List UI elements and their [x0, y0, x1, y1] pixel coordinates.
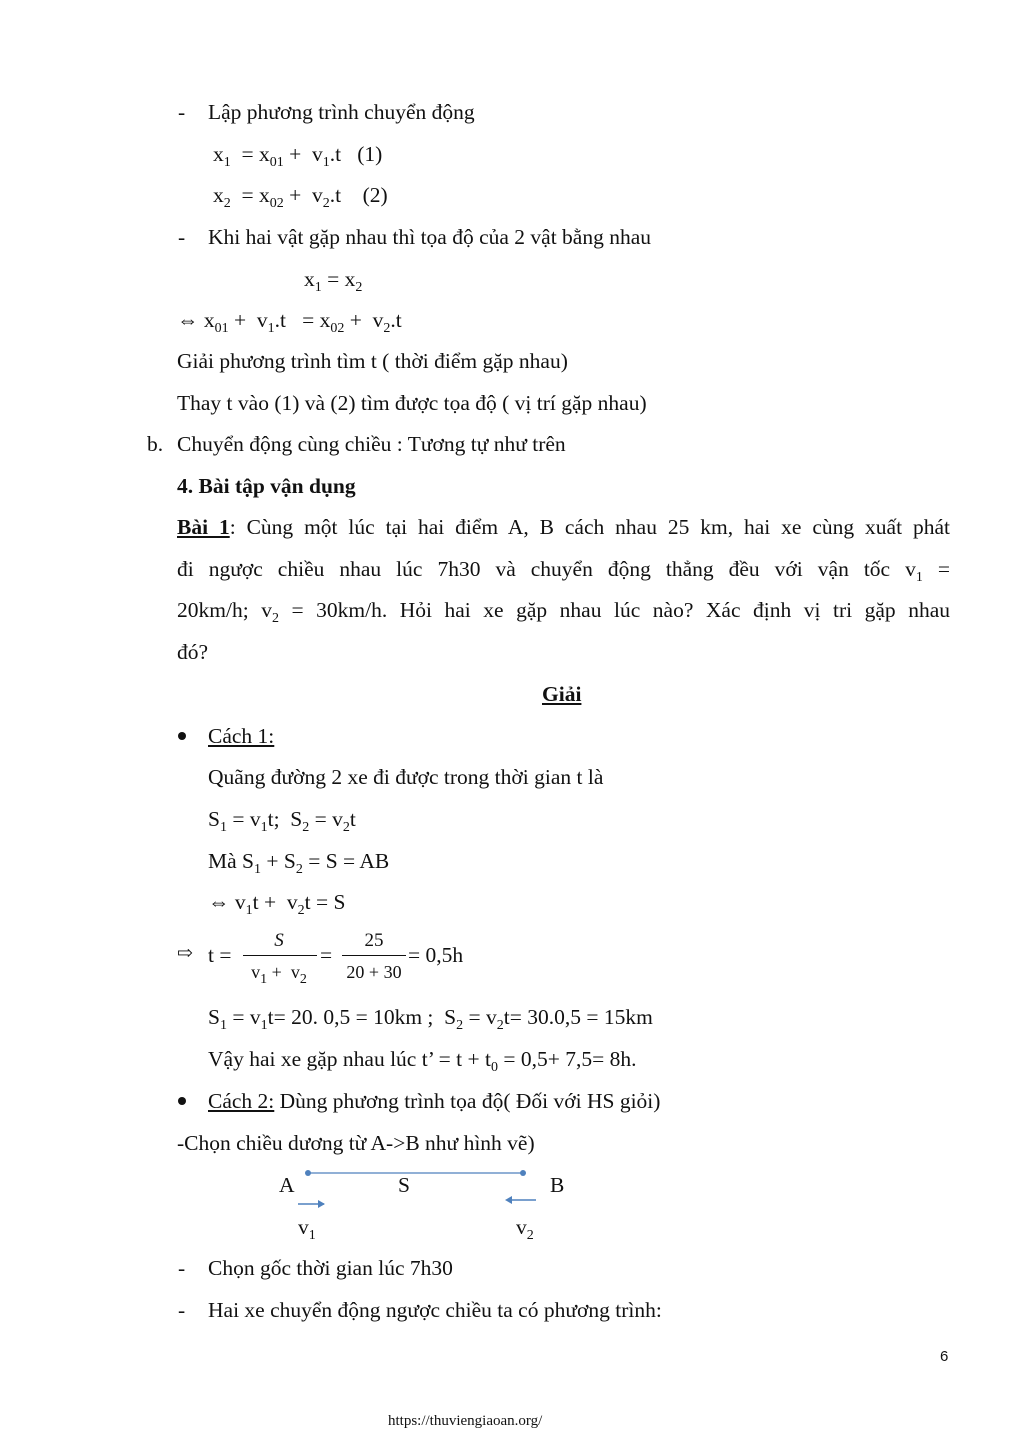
dash-3: - [178, 1256, 186, 1280]
dash-4: - [178, 1298, 186, 1322]
problem-line-4: đó? [177, 640, 209, 664]
equation-2-number: (2) [362, 183, 388, 207]
equation-1-number: (1) [357, 142, 383, 166]
problem-line-2: đi ngược chiều nhau lúc 7h30 và chuyển động thẳng đều với vận tốc $v_1$ = [177, 557, 950, 585]
equation-distances: $S_1 = v_1t= 20$. 0,5 = 10km ; $S_2 = v_2t= 30.0,5 = 15km$ [208, 1005, 653, 1033]
list-label-b: b. [147, 432, 164, 456]
line-thay-t: Thay t vào (1) và (2) tìm được tọa độ ( vị trí gặp nhau) [177, 391, 647, 415]
fraction-2-denominator: 20 + 30 [346, 962, 402, 982]
point-b-dot [520, 1170, 526, 1176]
line-khi-hai-vat: Khi hai vật gặp nhau thì tọa độ của 2 vật bằng nhau [208, 225, 652, 249]
label-a: A [279, 1173, 295, 1197]
motion-diagram [280, 1160, 580, 1250]
equation-sum: Mà $S_1 + S_2 = S$ = AB [208, 849, 390, 877]
equation-equivalence: ⇔ $x_{01} + v_1.t = x_{02} + v_2.t$ [177, 308, 402, 336]
equation-2: $x_2 = x_{02} + v_2.t$ (2) [213, 183, 388, 211]
fraction-2-numerator: 25 [364, 930, 384, 951]
line-lap-phuong-trinh: Lập phương trình chuyển động [208, 100, 475, 124]
bullet-icon [178, 1097, 186, 1105]
equation-s1-s2: $S_1 = v_1t$; $S_2 = v_2t$ [208, 807, 356, 835]
equivalence-arrow-icon: ⇔ [177, 308, 199, 332]
problem-line-1: Bài 1: Cùng một lúc tại hai điểm A, B cách nhau 25 km, hai xe cùng xuất phát [177, 515, 950, 539]
method-2-line-1: -Chọn chiều dương từ A->B như hình vẽ) [177, 1131, 535, 1155]
t-equals: t = [208, 943, 232, 967]
point-a-dot [305, 1170, 311, 1176]
bullet-icon [178, 732, 186, 740]
method-1-conclusion: Vậy hai xe gặp nhau lúc t’ = $t + t_0 = 0,5+ 7,5= 8h$. [208, 1047, 637, 1075]
equation-1: $x_1 = x_{01} + v_1.t$ (1) [213, 142, 383, 170]
line-chuyen-dong-cung-chieu: Chuyển động cùng chiều : Tương tự như trên [177, 432, 566, 456]
equivalence-arrow-icon: ⇔ [208, 890, 230, 914]
method-1-line-1: Quãng đường 2 xe đi được trong thời gian t là [208, 765, 604, 789]
problem-line-3: 20km/h; $v_2 = 30km/h$. Hỏi hai xe gặp nhau lúc nào? Xác định vị tri gặp nhau [177, 598, 950, 626]
v1-arrow-head [318, 1200, 325, 1208]
fraction-1-denominator: $v_1 + v_2$ [251, 962, 307, 987]
equals-sign: = [320, 943, 333, 967]
fraction-1-bar [243, 955, 317, 956]
fraction-2-bar [342, 955, 406, 956]
section-heading: 4. Bài tập vận dụng [177, 474, 356, 498]
result-half-hour: = 0,5h [408, 943, 464, 967]
method-2-line: Cách 2: Dùng phương trình tọa độ( Đối với HS giỏi) [208, 1089, 661, 1113]
fraction-1-numerator: S [274, 930, 284, 951]
equation-x1-eq-x2: $x_1 = x_2$ [304, 267, 363, 295]
method-2-line-3: Hai xe chuyển động ngược chiều ta có phương trình: [208, 1298, 662, 1322]
v2-arrow-head [505, 1196, 512, 1204]
label-v1: $v_1$ [298, 1215, 316, 1243]
method-2-line-2: Chọn gốc thời gian lúc 7h30 [208, 1256, 453, 1280]
method-2-label: Cách 2: [208, 1089, 275, 1113]
implies-arrow-icon: ⇨ [177, 943, 193, 964]
footer-url[interactable]: https://thuviengiaoan.org/ [388, 1413, 543, 1429]
label-b: B [550, 1173, 565, 1197]
line-giai-phuong-trinh: Giải phương trình tìm t ( thời điểm gặp nhau) [177, 349, 568, 373]
page-number: 6 [940, 1348, 949, 1365]
problem-label: Bài 1 [177, 515, 230, 539]
equation-v-sum: ⇔ $v_1t + v_2t = S$ [208, 890, 346, 918]
label-v2: $v_2$ [516, 1215, 534, 1243]
solution-title: Giải [542, 682, 582, 706]
dash-1: - [178, 100, 186, 124]
method-1-label: Cách 1: [208, 724, 275, 748]
dash-2: - [178, 225, 186, 249]
label-s: S [398, 1173, 410, 1197]
